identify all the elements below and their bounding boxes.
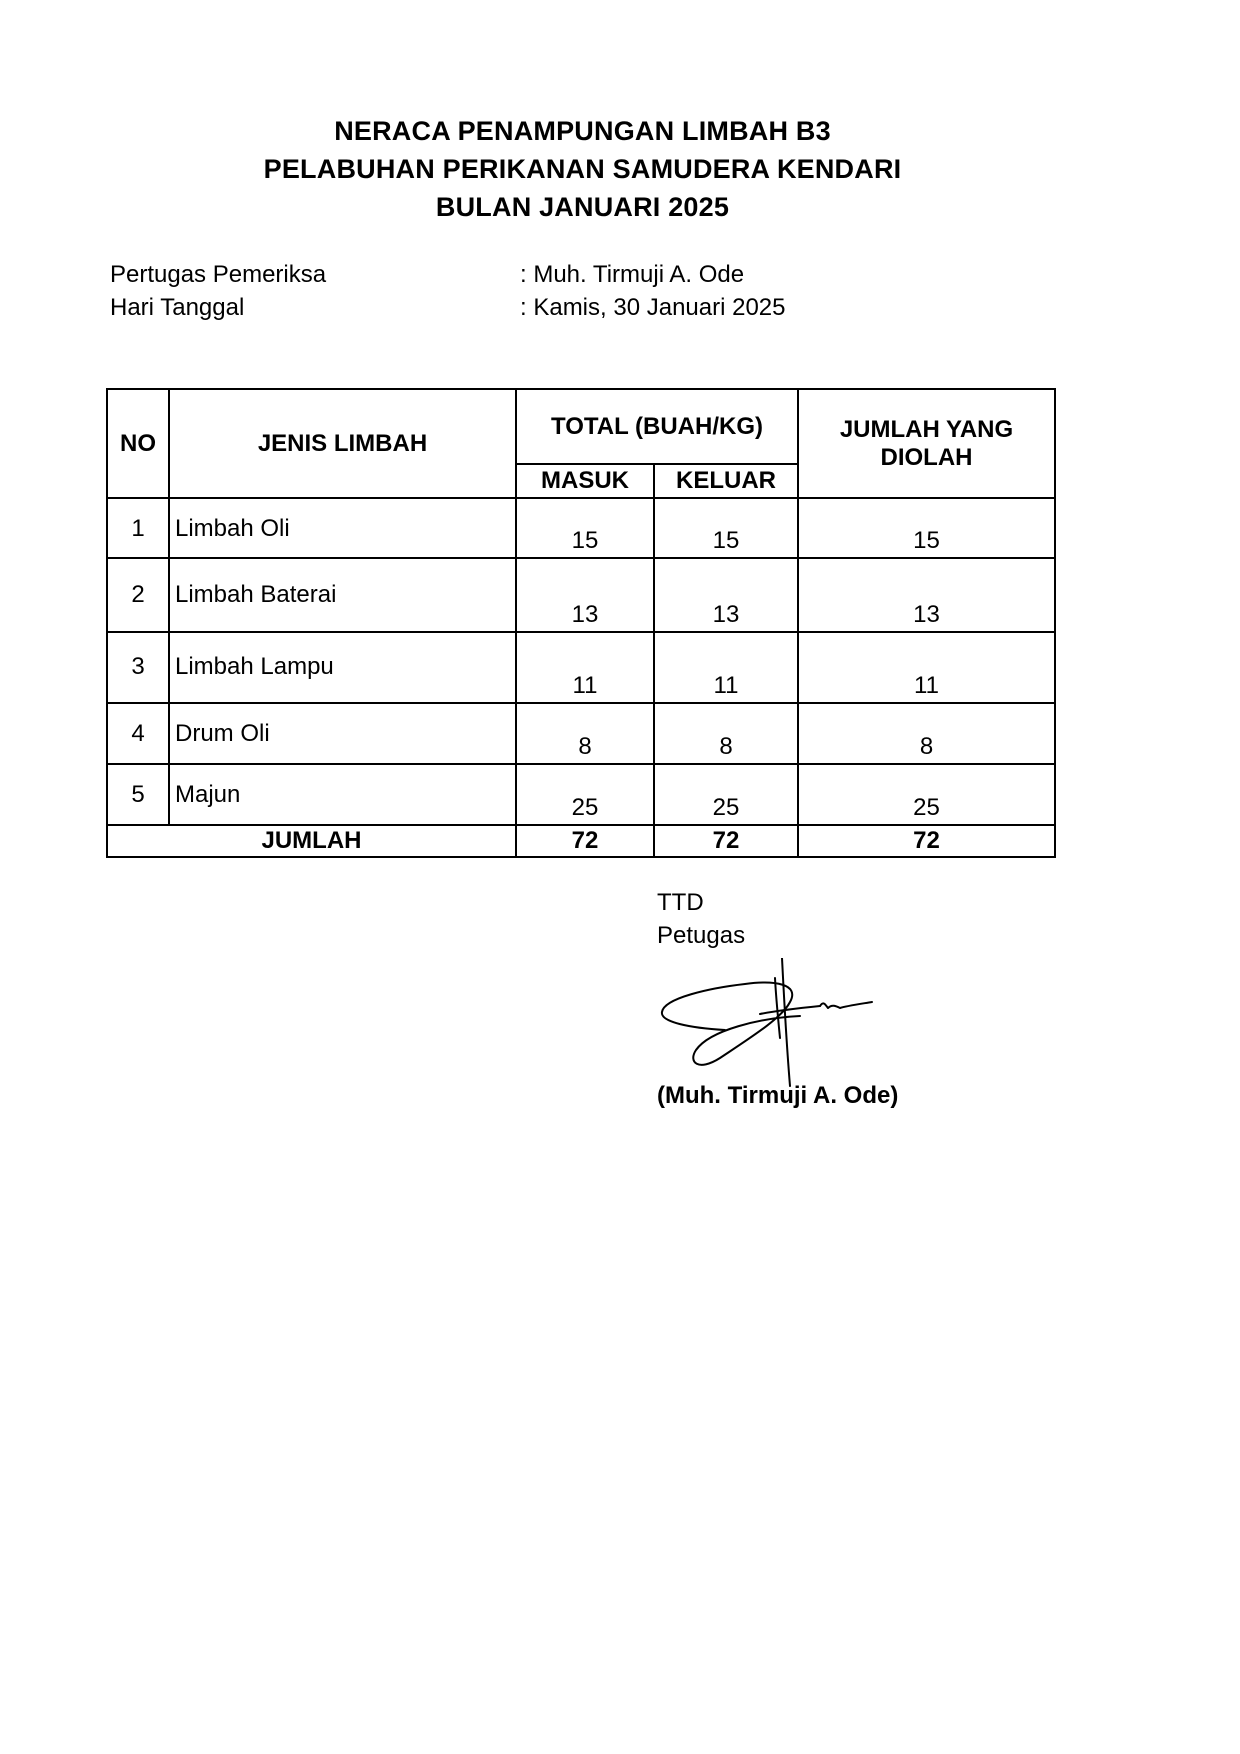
document-title-line-2: PELABUHAN PERIKANAN SAMUDERA KENDARI <box>263 154 902 184</box>
row-masuk: 11 <box>516 632 654 703</box>
column-header-total: TOTAL (BUAH/KG) <box>516 389 798 464</box>
row-jenis-limbah: Drum Oli <box>169 703 516 764</box>
signature-ttd-label: TTD <box>657 889 704 916</box>
total-keluar: 72 <box>654 825 798 857</box>
examiner-value: : Muh. Tirmuji A. Ode <box>520 261 745 288</box>
total-masuk: 72 <box>516 825 654 857</box>
handwritten-signature <box>650 958 890 1098</box>
date-value: : Kamis, 30 Januari 2025 <box>520 294 786 321</box>
signature-name: (Muh. Tirmuji A. Ode) <box>657 1082 899 1109</box>
table-row <box>107 498 1055 558</box>
row-no: 3 <box>107 632 169 703</box>
column-header-keluar: KELUAR <box>654 464 798 498</box>
row-jenis-limbah: Limbah Lampu <box>169 632 516 703</box>
row-diolah: 15 <box>798 498 1055 558</box>
column-header-jumlah-diolah <box>798 389 1055 498</box>
date-label: Hari Tanggal <box>110 294 245 321</box>
column-header-no: NO <box>107 389 169 498</box>
row-jenis-limbah: Majun <box>169 764 516 825</box>
total-diolah: 72 <box>798 825 1055 857</box>
document-title-line-3: BULAN JANUARI 2025 <box>435 192 730 222</box>
column-header-masuk: MASUK <box>516 464 654 498</box>
row-keluar: 13 <box>654 558 798 632</box>
row-masuk: 25 <box>516 764 654 825</box>
row-masuk: 15 <box>516 498 654 558</box>
examiner-label: Pertugas Pemeriksa <box>110 261 327 288</box>
signature-role-label: Petugas <box>657 922 746 949</box>
row-keluar: 11 <box>654 632 798 703</box>
document-title-line-1: NERACA PENAMPUNGAN LIMBAH B3 <box>334 116 831 146</box>
column-header-jenis-limbah: JENIS LIMBAH <box>169 389 516 498</box>
row-keluar: 15 <box>654 498 798 558</box>
row-jenis-limbah: Limbah Oli <box>169 498 516 558</box>
table-row <box>107 764 1055 825</box>
row-keluar: 25 <box>654 764 798 825</box>
row-masuk: 8 <box>516 703 654 764</box>
row-diolah: 13 <box>798 558 1055 632</box>
table-row <box>107 703 1055 764</box>
row-jenis-limbah: Limbah Baterai <box>169 558 516 632</box>
row-no: 4 <box>107 703 169 764</box>
total-label: JUMLAH <box>107 825 516 857</box>
row-masuk: 13 <box>516 558 654 632</box>
waste-balance-table <box>106 388 1056 858</box>
row-keluar: 8 <box>654 703 798 764</box>
row-diolah: 25 <box>798 764 1055 825</box>
column-header-jumlah-diolah-line-1: JUMLAH YANG <box>839 415 1014 443</box>
table-row <box>107 632 1055 703</box>
total-row <box>107 825 1055 857</box>
table-row <box>107 558 1055 632</box>
column-header-jumlah-diolah-line-2: DIOLAH <box>880 443 973 471</box>
row-diolah: 8 <box>798 703 1055 764</box>
row-diolah: 11 <box>798 632 1055 703</box>
row-no: 1 <box>107 498 169 558</box>
row-no: 5 <box>107 764 169 825</box>
row-no: 2 <box>107 558 169 632</box>
